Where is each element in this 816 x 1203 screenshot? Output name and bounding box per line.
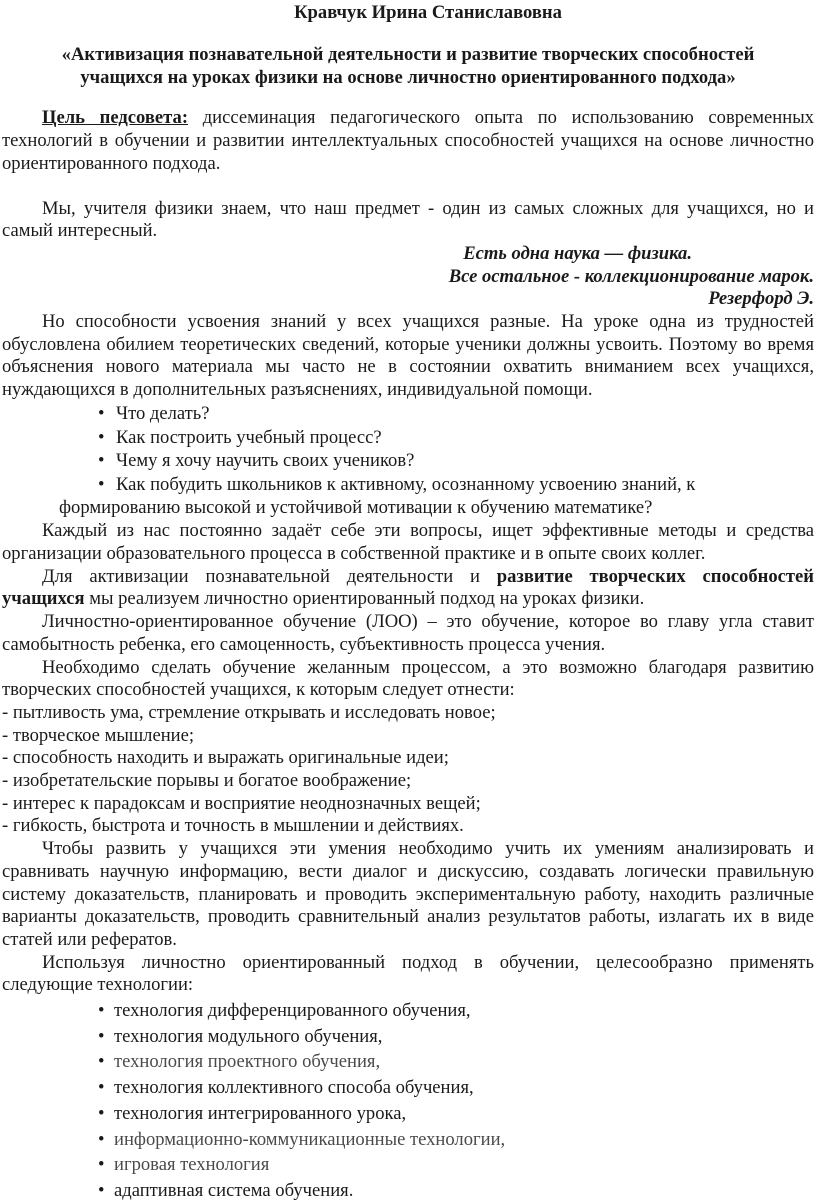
bullet-icon: • <box>98 1000 105 1022</box>
abilities-paragraph: Но способности усвоения знаний у всех учащихся разные. На уроке одна из трудностей обусловлена обилием теоретических сведений, которые ученики должны усвоить. Поэтому во время объяснения нового материала мы часто не в состоянии охватить вниманием всех учащихся, нуждающихся в дополнительных разъяснениях, индивидуальной помощи. <box>2 311 814 401</box>
list-item: - изобретательские порывы и богатое воображение; <box>2 770 412 792</box>
list-item: • информационно-коммуникационные технологии, <box>98 1128 506 1150</box>
epigraph-line-1: Есть одна наука — физика. <box>463 242 692 264</box>
develop-paragraph: Чтобы развить у учащихся эти умения необходимо учить их умениям анализировать и сравнивать научную информацию, вести диалог и дискуссию, создавать логически правильную систему доказательств, планировать и проводить экспериментальную работу, находить различные варианты доказательств, проводить сравнительный анализ результатов работы, излагать их в виде статей или рефератов. <box>2 838 814 950</box>
epigraph-author: Резерфорд Э. <box>708 288 814 310</box>
list-item: • Как побудить школьников к активному, осознанному усвоению знаний, к формированию высокой и устойчивой мотивации к обучению математике? <box>59 473 696 518</box>
activation-paragraph: Для активизации познавательной деятельности и развитие творческих способностей учащихся мы реализуем личностно ориентированный подход на уроках физики. <box>2 565 814 610</box>
intro-paragraph: Мы, учителя физики знаем, что наш предмет - один из самых сложных для учащихся, но и самый интересный. <box>2 197 814 242</box>
list-item: • технология интегрированного урока, <box>98 1102 407 1124</box>
list-item: - интерес к парадоксам и восприятие неоднозначных вещей; <box>2 792 481 814</box>
list-item: • Что делать? <box>98 402 210 424</box>
author-name: Кравчук Ирина Станиславовна <box>294 2 562 23</box>
list-item: • технология проектного обучения, <box>98 1051 381 1073</box>
list-item: • адаптивная система обучения. <box>98 1180 354 1201</box>
goal-label: Цель педсовета: <box>42 107 189 129</box>
abilities-list <box>2 702 814 838</box>
necessary-paragraph: Необходимо сделать обучение желанным процессом, а это возможно благодаря развитию творческих способностей учащихся, к которым следует отнести: <box>2 656 814 701</box>
bullet-icon: • <box>98 426 105 448</box>
list-item: • технология модульного обучения, <box>98 1025 383 1047</box>
list-item: • игровая технология <box>98 1154 270 1176</box>
list-item: - творческое мышление; <box>2 724 195 746</box>
emphasis-text: развитие творческих способностей учащихся <box>2 565 814 610</box>
bullet-icon: • <box>98 473 105 495</box>
bullet-icon: • <box>98 450 105 472</box>
goal-text: диссеминация педагогического опыта по использованию современных технологий в обучении и развитии интеллектуальных способностей учащихся на основе личностно ориентированного подхода. <box>2 107 814 174</box>
bullet-icon: • <box>98 1154 105 1176</box>
bullet-icon: • <box>98 1077 105 1099</box>
epigraph-line-2: Все остальное - коллекционирование марок. <box>448 265 814 287</box>
technologies-list <box>2 1000 814 1203</box>
bullet-icon: • <box>98 1128 105 1150</box>
list-item: - гибкость, быстрота и точность в мышлении и действиях. <box>2 815 464 837</box>
bullet-icon: • <box>98 1102 105 1124</box>
questions-list <box>2 403 814 519</box>
bullet-icon: • <box>98 1180 105 1201</box>
bullet-icon: • <box>98 1025 105 1047</box>
list-item: • технология дифференцированного обучения, <box>98 1000 471 1022</box>
each-paragraph: Каждый из нас постоянно задаёт себе эти вопросы, ищет эффективные методы и средства организации образовательного процесса в собственной практике и в опыте своих коллег. <box>2 520 814 565</box>
using-paragraph: Используя личностно ориентированный подход в обучении, целесообразно применять следующие технологии: <box>2 951 814 996</box>
bullet-icon: • <box>98 1051 105 1073</box>
list-item: • Как построить учебный процесс? <box>98 426 382 448</box>
goal-paragraph <box>2 107 814 175</box>
list-item: • Чему я хочу научить своих учеников? <box>98 450 415 472</box>
list-item: - пытливость ума, стремление открывать и исследовать новое; <box>2 701 496 723</box>
list-item: - способность находить и выражать оригинальные идеи; <box>2 747 449 769</box>
list-item: • технология коллективного способа обучения, <box>98 1077 474 1099</box>
document-title: «Активизация познавательной деятельности и развитие творческих способностей учащихся на уроках физики на основе личностно ориентированного подхода» <box>61 44 755 88</box>
bullet-icon: • <box>98 402 105 424</box>
loo-paragraph: Личностно-ориентированное обучение (ЛОО) – это обучение, которое во главу угла ставит самобытность ребенка, его самоценность, субъективность процесса учения. <box>2 611 814 655</box>
